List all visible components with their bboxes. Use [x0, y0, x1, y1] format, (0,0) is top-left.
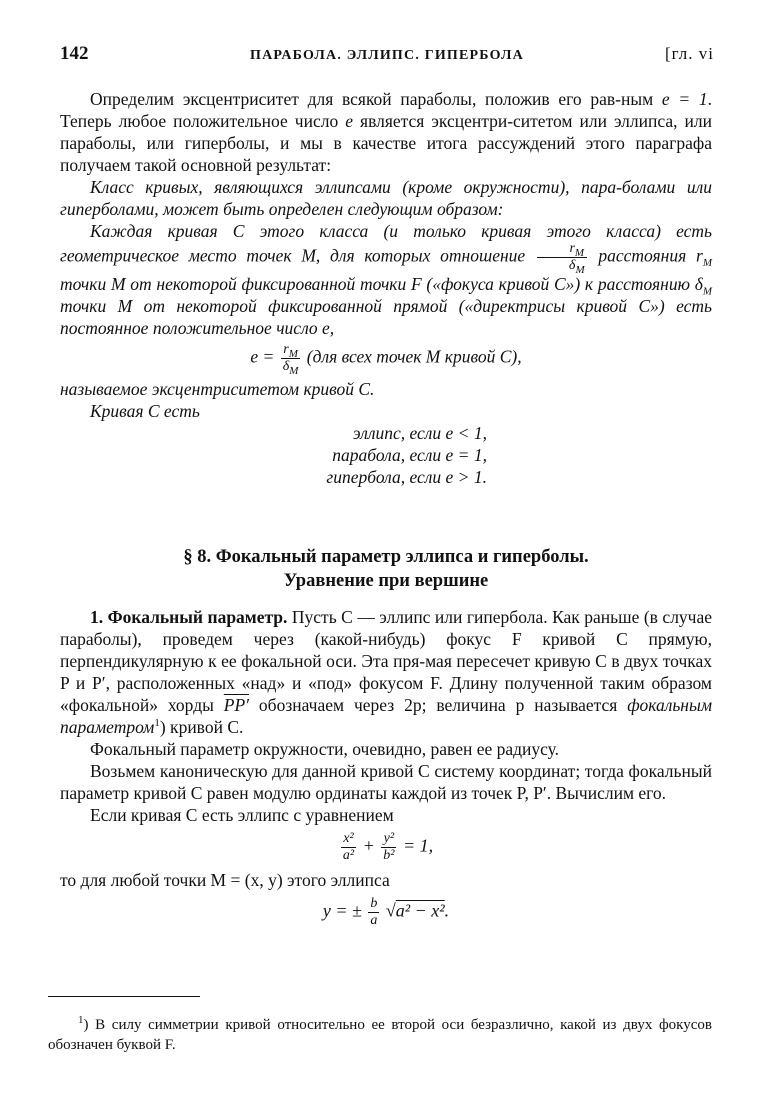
subsection-title: 1. Фокальный параметр.: [90, 607, 288, 627]
frac-den: δ: [568, 258, 576, 273]
eq-rhs: = 1,: [402, 835, 434, 856]
case-hyperbola: гипербола, если e > 1.: [326, 467, 487, 487]
case-ellipse: эллипс, если e < 1,: [352, 423, 487, 443]
text: является эксцентри-ситетом или эллипса, или параболы, или гиперболы, и мы в качестве итога рассуждений этого параграфа получаем такой основной результат:: [60, 111, 712, 175]
math-e-equals-1: e = 1: [661, 89, 708, 109]
frac-num: b: [370, 896, 378, 911]
frac-den: a²: [342, 848, 355, 863]
eq-fraction: [281, 342, 301, 377]
frac-num: y²: [381, 832, 396, 848]
text: Пусть C — эллипс или гипербола. Как раньше (в случае параболы), проведем через (какой-нибудь) фокус F кривой C прямую, перпендикулярную к ее фокальной оси. Эта пря-мая пересечет кривую C в двух точках P и P′, расположенных «над» и «под» фокусом F. Длину полученной таким образом «фокальной» хорды: [60, 607, 713, 715]
chord-symbol: PP′: [223, 695, 249, 715]
intro-block: [60, 88, 712, 488]
circle-parameter-paragraph: Фокальный параметр окружности, очевидно, равен ее радиусу.: [90, 739, 560, 759]
sub: M: [574, 246, 585, 259]
eccentricity-formula: [60, 342, 712, 377]
sub: M: [288, 347, 298, 360]
eccentricity-name: называемое эксцентриситетом кривой C.: [60, 379, 375, 399]
text: обозначаем через 2p; величина p называется: [249, 695, 628, 715]
frac-num: x²: [341, 832, 356, 848]
sub: M: [289, 364, 299, 377]
frac-num: r: [283, 342, 289, 357]
footnote-text: ) В силу симметрии кривой относительно ее второй оси безразлично, какой из двух фокусов обозначен буквой F.: [48, 1017, 712, 1053]
x-fraction: [341, 832, 356, 863]
math-e: e: [345, 111, 354, 131]
b-over-a: [368, 897, 379, 928]
ordinate-equation: [60, 897, 712, 928]
body-block: [60, 606, 712, 928]
term-focal-parameter: фокальным параметром: [60, 695, 712, 737]
ellipse-equation-intro: Если кривая C есть эллипс с уравнением: [90, 805, 394, 825]
radicand: a² − x²: [395, 900, 445, 921]
text: ) кривой C.: [159, 717, 244, 737]
eq-rhs: (для всех точек M кривой C),: [306, 346, 522, 367]
sub: M: [575, 263, 585, 276]
eq-lhs: y = ±: [322, 900, 362, 921]
intro-paragraph-1: [60, 88, 712, 176]
footnote-rule: [48, 996, 200, 997]
text: . Теперь любое положительное число: [60, 89, 712, 131]
text: точки M от некоторой фиксированной прямой («директрисы кривой C») есть постоянное положительное число e,: [60, 296, 712, 338]
ellipse-equation: [60, 832, 712, 863]
footnote-mark: 1: [78, 1014, 84, 1026]
frac-den: b²: [383, 848, 395, 863]
page-header: [60, 43, 714, 67]
page-number: 142: [60, 43, 89, 64]
section-heading: [60, 545, 712, 593]
plus-sign: +: [362, 835, 375, 856]
y-fraction: [381, 832, 396, 863]
frac-den: a: [370, 913, 378, 928]
text: точки M от некоторой фиксированной точки F («фокуса кривой C») к расстоянию δ: [60, 274, 703, 294]
ratio-fraction: [537, 241, 587, 276]
ellipse-point-paragraph: то для любой точки M = (x, y) этого эллипса: [60, 870, 390, 890]
sub: M: [702, 257, 712, 270]
period: .: [444, 900, 450, 921]
frac-num: r: [569, 241, 575, 256]
theorem-class-of-curves: Класс кривых, являющихся эллипсами (кроме окружности), пара-болами или гиперболами, может быть определен следующим образом:: [60, 177, 712, 219]
text: Каждая кривая C этого класса (и только кривая этого класса) есть геометрическое место точек M, для которых отношение: [60, 221, 712, 266]
chapter-marker: [гл. vi: [665, 44, 714, 63]
footnote: [48, 1015, 712, 1055]
canonical-system-paragraph: Возьмем каноническую для данной кривой C систему координат; тогда фокальный параметр кривой C равен модулю ординаты каждой из точек P, P′. Вычислим его.: [60, 761, 712, 803]
text: Определим эксцентриситет для всякой параболы, положив его рав-ным: [90, 89, 662, 109]
eq-lhs: e =: [250, 346, 275, 367]
focal-parameter-paragraph: [60, 606, 712, 738]
sub: M: [702, 285, 712, 298]
section-heading-line-1: § 8. Фокальный параметр эллипса и гиперболы.: [183, 547, 589, 567]
section-heading-line-2: Уравнение при вершине: [283, 571, 489, 591]
footnote-ref: 1: [154, 717, 160, 730]
case-parabola: парабола, если e = 1,: [332, 445, 487, 465]
root-sign: √: [385, 900, 396, 921]
curve-cases: [60, 422, 487, 488]
text: расстояния r: [598, 245, 703, 266]
running-title: ПАРАБОЛА. ЭЛЛИПС. ГИПЕРБОЛА: [249, 48, 524, 63]
curve-cases-intro: Кривая C есть: [90, 401, 200, 421]
theorem-locus-definition: [60, 220, 712, 339]
frac-den: δ: [282, 359, 290, 374]
